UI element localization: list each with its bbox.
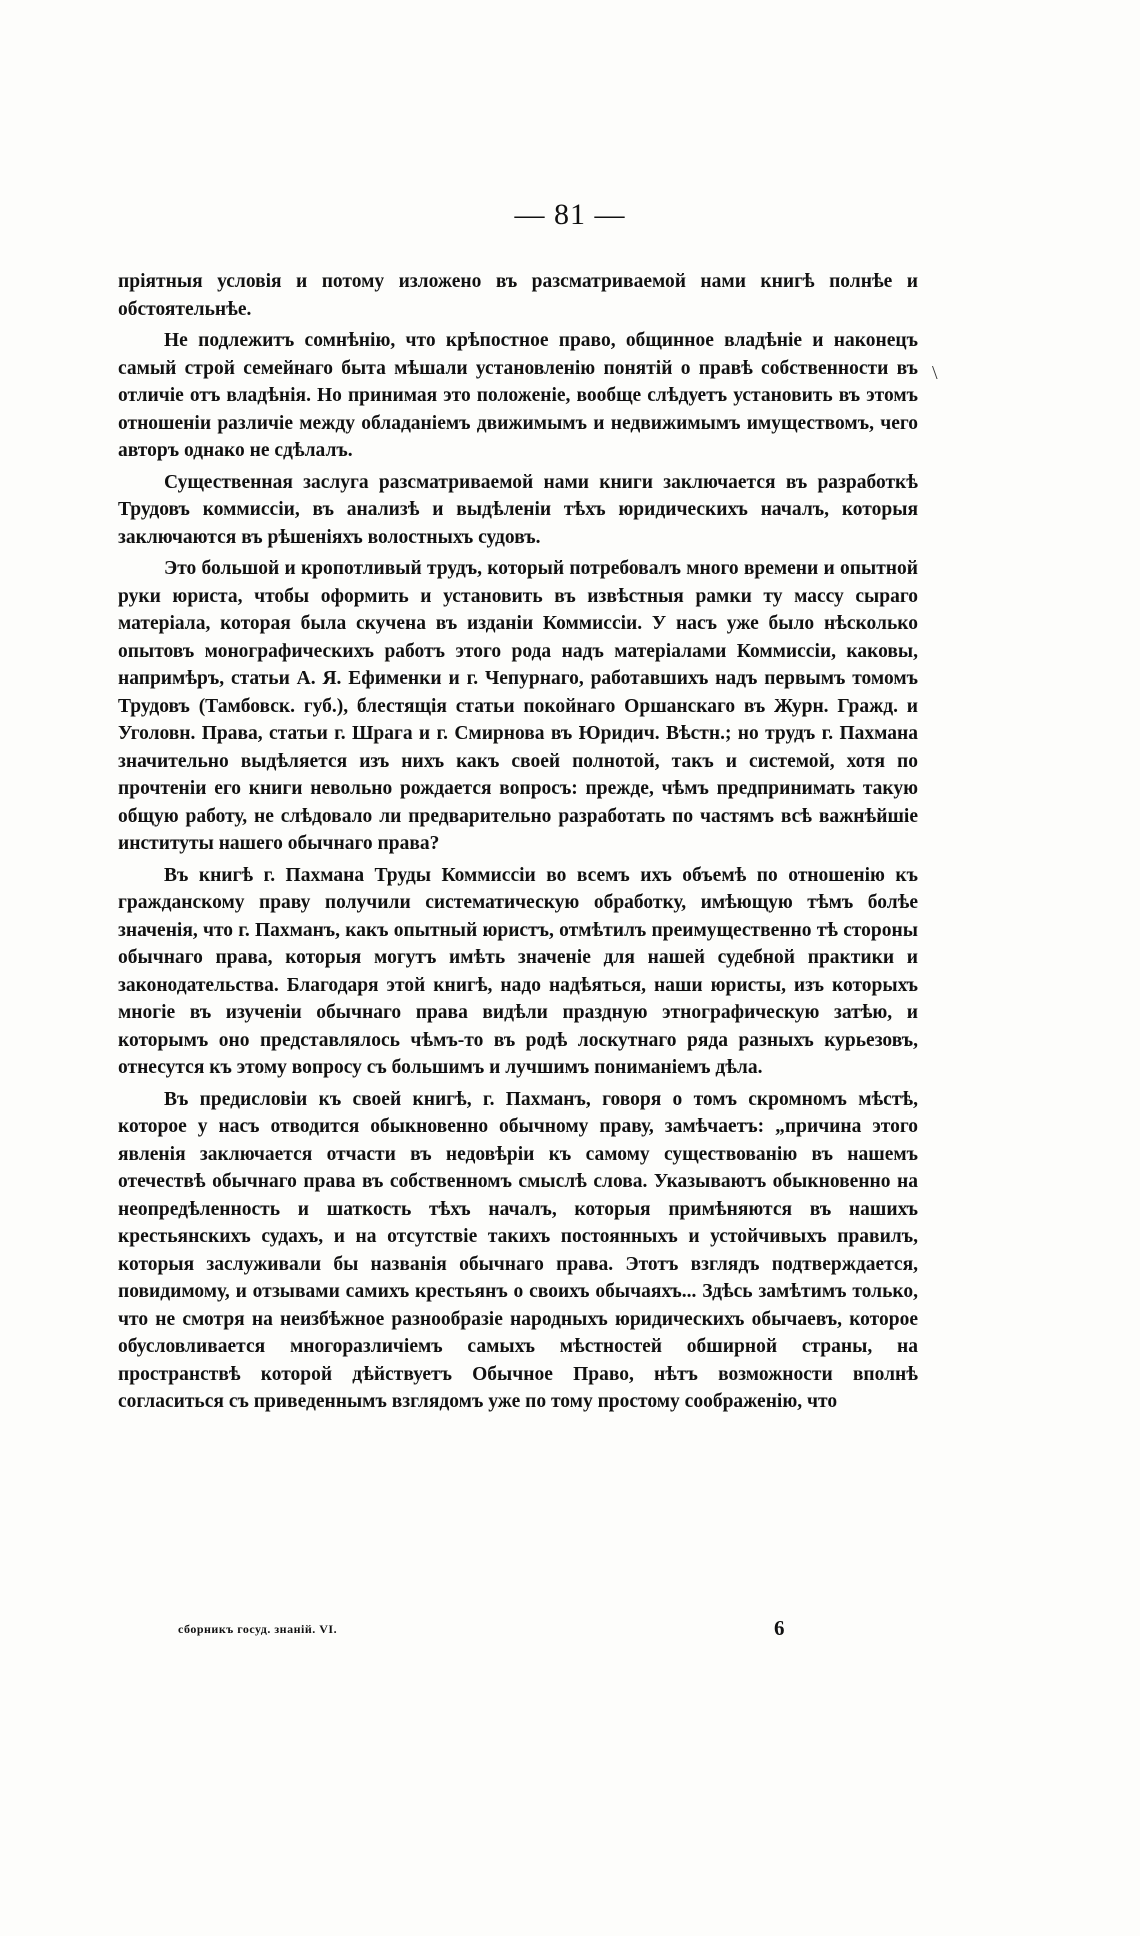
body-text [118,268,918,1420]
footer-signature: сборникъ госуд. знаній. VI. [178,1622,338,1636]
paragraph: Существенная заслуга разсматриваемой нами книги заключается въ разработкѣ Трудовъ коммиссіи, въ анализѣ и выдѣленіи тѣхъ юридическихъ началъ, которыя заключаются въ рѣшеніяхъ волостныхъ судовъ. [118,471,918,548]
margin-mark: \ [932,362,938,384]
page-number: — 81 — [514,198,626,231]
paragraph: Въ предисловіи къ своей книгѣ, г. Пахманъ, говоря о томъ скромномъ мѣстѣ, которое у насъ отводится обыкновенно обычному праву, замѣчаетъ: „причина этого явленія заключается отчасти въ недовѣріи къ самому существованію въ нашемъ отечествѣ обычнаго права въ собственномъ смыслѣ слова. Указываютъ обыкновенно на неопредѣленность и шаткость тѣхъ началъ, которыя примѣняются въ нашихъ крестьянскихъ судахъ, и на отсутствіе такихъ постоянныхъ и устойчивыхъ правилъ, которыя заслуживали бы названія обычнаго права. Этотъ взглядъ подтверждается, повидимому, и отзывами самихъ крестьянъ о своихъ обычаяхъ... Здѣсь замѣтимъ только, что не смотря на неизбѣжное разнообразіе народныхъ юридическихъ обычаевъ, которое обусловливается многоразличіемъ самыхъ мѣстностей обширной страны, на пространствѣ которой дѣйствуетъ Обычное Право, нѣтъ возможности вполнѣ согласиться съ приведеннымъ взглядомъ уже по тому простому соображенію, что [118,1088,918,1412]
footer-sheet-number: 6 [774,1616,785,1640]
paragraph: Не подлежитъ сомнѣнію, что крѣпостное право, общинное владѣніе и наконецъ самый строй семейнаго быта мѣшали установленію понятій о правѣ собственности въ отличіе отъ владѣнія. Но принимая это положеніе, вообще слѣдуетъ установить въ этомъ отношеніи различіе между обладаніемъ движимымъ и недвижимымъ имуществомъ, чего авторъ однако не сдѣлалъ. [118,330,918,461]
paragraph: Это большой и кропотливый трудъ, который потребовалъ много времени и опытной руки юриста, чтобы оформить и установить въ извѣстныя рамки ту массу сыраго матеріала, которая была скучена въ изданіи Коммиссіи. У насъ уже было нѣсколько опытовъ монографическихъ работъ этого рода надъ матеріалами Коммиссіи, каковы, напримѣръ, статьи А. Я. Ефименки и г. Чепурнаго, работавшихъ надъ первымъ томомъ Трудовъ (Тамбовск. губ.), блестящія статьи покойнаго Оршанскаго въ Журн. Гражд. и Уголовн. Права, статьи г. Шрага и г. Смирнова въ Юридич. Вѣстн.; но трудъ г. Пахмана значительно выдѣляется изъ нихъ какъ своей полнотой, такъ и системой, хотя по прочтеніи его книги невольно рождается вопросъ: прежде, чѣмъ предпринимать такую общую работу, не слѣдовало ли предварительно разработать по частямъ всѣ важнѣйшіе институты нашего обычнаго права? [118,558,918,854]
paragraph: пріятныя условія и потому изложено въ разсматриваемой нами книгѣ полнѣе и обстоятельнѣе. [118,271,918,320]
paragraph: Въ книгѣ г. Пахмана Труды Коммиссіи во всемъ ихъ объемѣ по отношенію къ гражданскому праву получили систематическую обработку, имѣющую тѣмъ болѣе значенія, что г. Пахманъ, какъ опытный юристъ, отмѣтилъ преимущественно тѣ стороны обычнаго права, которыя могутъ имѣть значеніе для нашей судебной практики и законодательства. Благодаря этой книгѣ, надо надѣяться, наши юристы, изъ которыхъ многіе въ изученіи обычнаго права видѣли праздную этнографическую затѣю, и которымъ оно представлялось чѣмъ-то въ родѣ лоскутнаго ряда разныхъ курьезовъ, отнесутся къ этому вопросу съ большимъ и лучшимъ пониманіемъ дѣла. [118,864,918,1078]
